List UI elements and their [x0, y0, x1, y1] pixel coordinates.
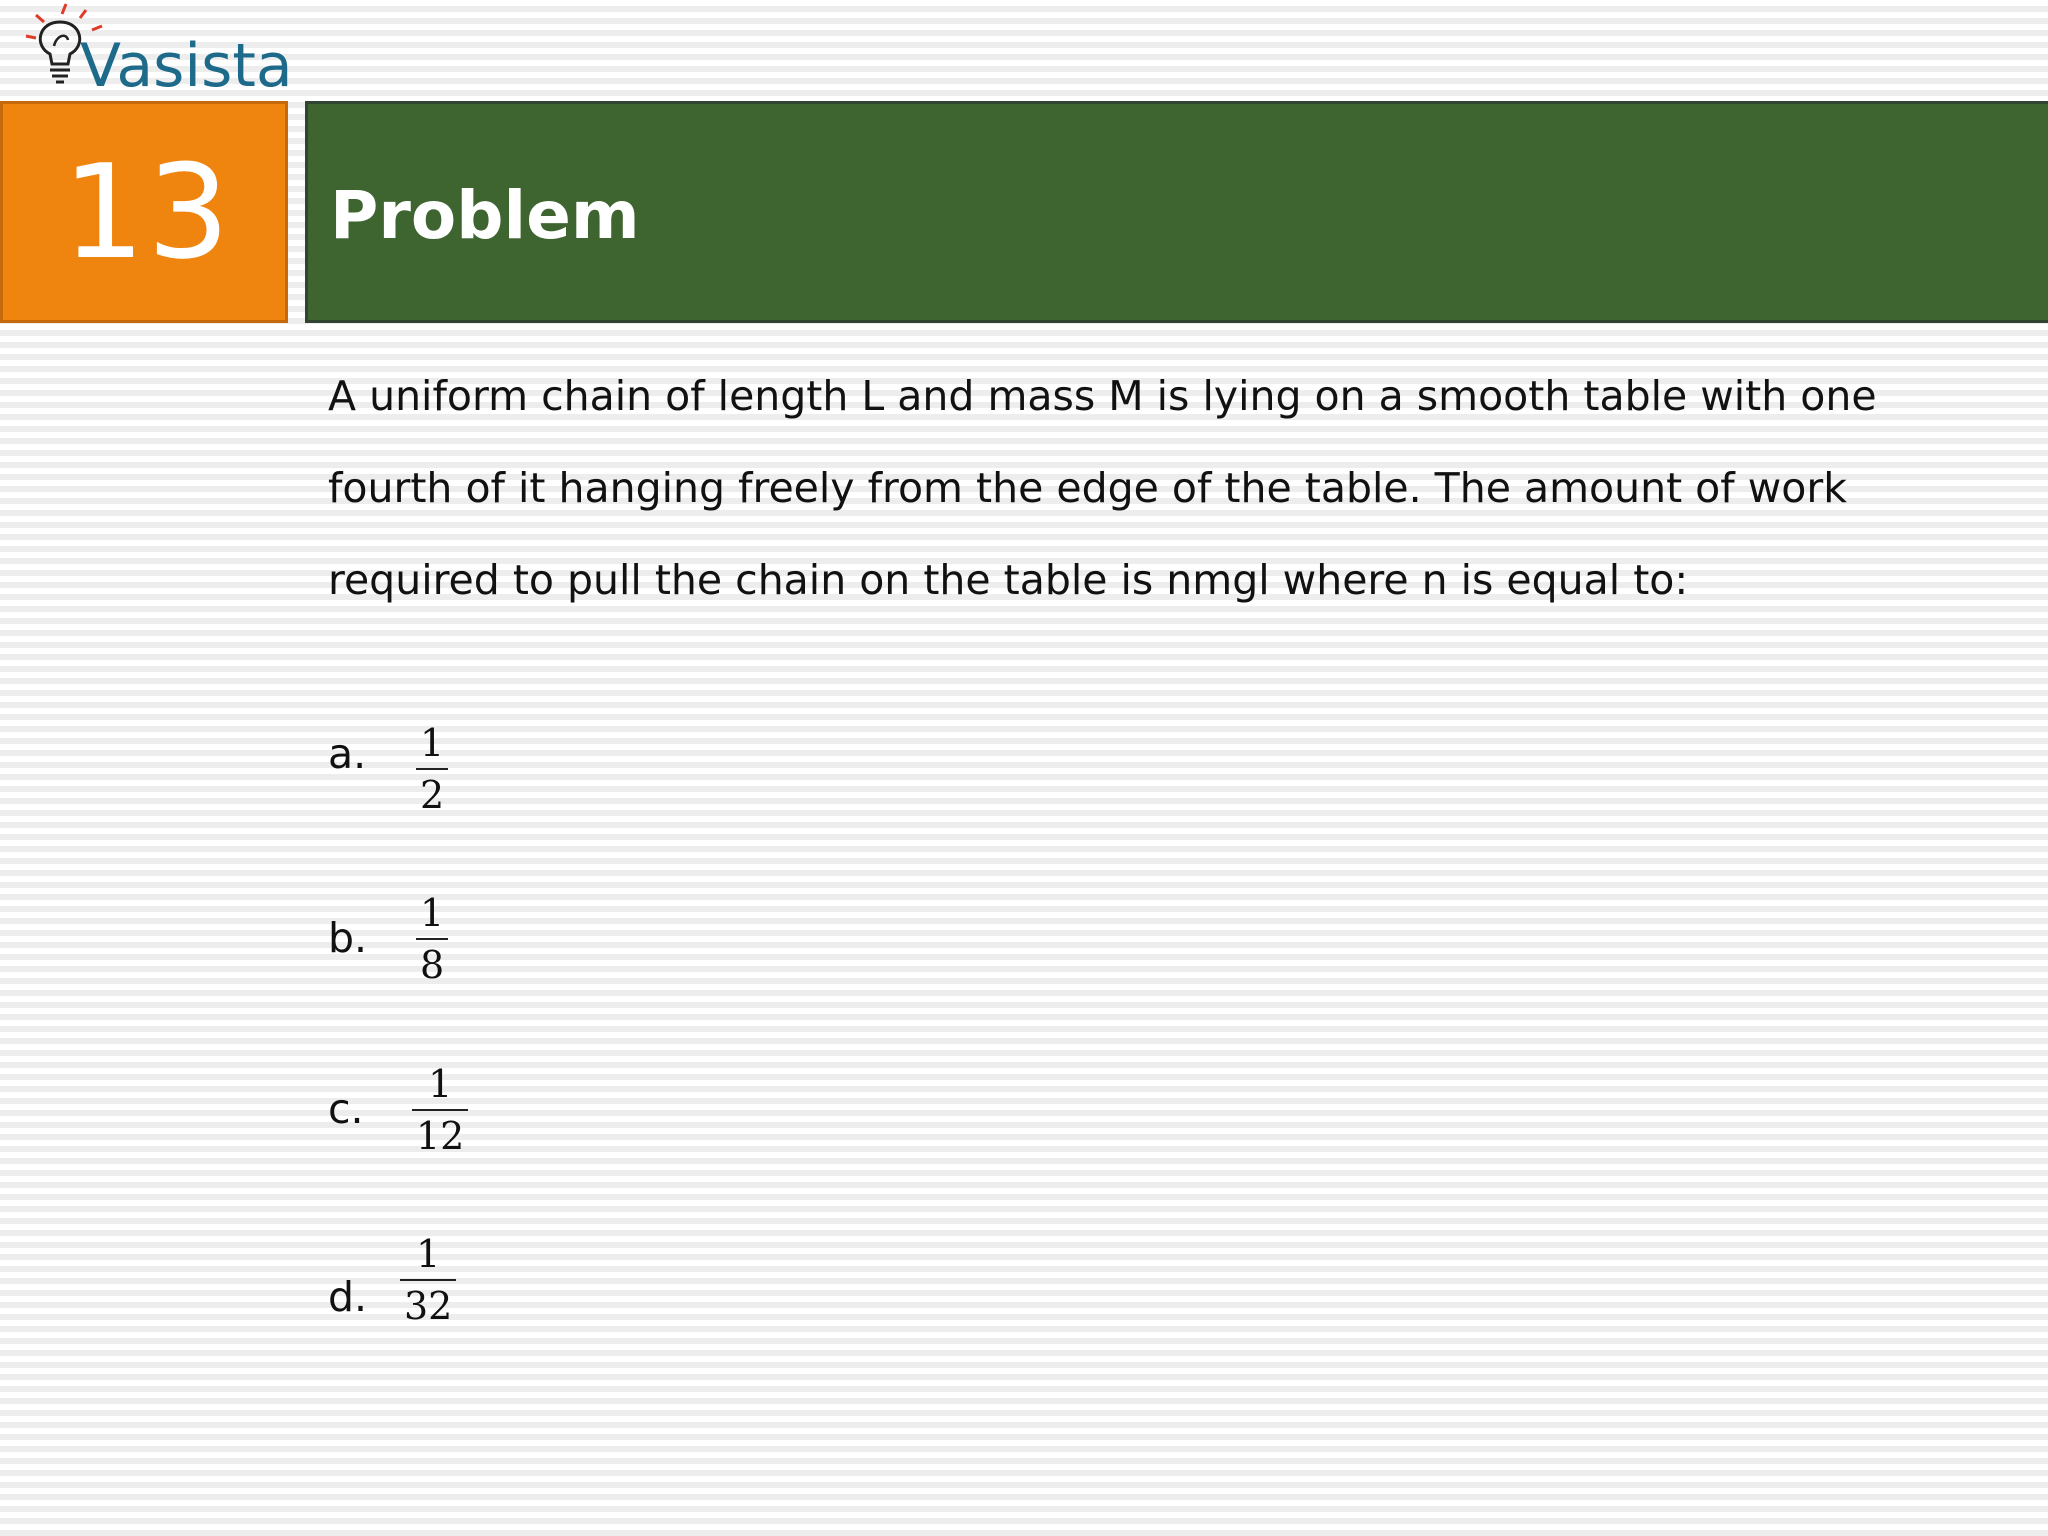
option-letter: b. [328, 914, 368, 962]
option-letter: a. [328, 730, 367, 778]
fraction-numerator: 1 [428, 1062, 453, 1106]
fraction-denominator: 12 [416, 1114, 465, 1158]
question-text [328, 350, 1968, 626]
fraction-numerator: 1 [420, 891, 445, 935]
fraction-numerator: 1 [420, 721, 445, 765]
slide-number: 13 [62, 136, 232, 288]
logo-text: Vasista [80, 31, 290, 98]
fraction-numerator: 1 [416, 1232, 441, 1276]
fraction-denominator: 8 [420, 943, 445, 987]
question-line: required to pull the chain on the table is nmgl where n is equal to: [328, 556, 1689, 604]
option-letter: c. [328, 1085, 364, 1133]
fraction [412, 1062, 468, 1158]
question-line: A uniform chain of length L and mass M is lying on a smooth table with one [328, 372, 1877, 420]
fraction-denominator: 2 [420, 773, 445, 817]
slide-number-box [0, 101, 288, 323]
option-letter: d. [328, 1273, 368, 1321]
fraction-denominator: 32 [404, 1284, 453, 1328]
slide-title: Problem [330, 176, 640, 254]
vasista-logo [20, 2, 290, 98]
title-bar [305, 101, 2048, 323]
option-c[interactable] [328, 1045, 628, 1205]
lightbulb-logo-icon [20, 2, 290, 98]
option-b[interactable] [328, 870, 628, 1030]
fraction [416, 721, 448, 817]
option-a[interactable] [328, 700, 628, 860]
question-line: fourth of it hanging freely from the edge of the table. The amount of work [328, 464, 1847, 512]
option-d[interactable] [328, 1215, 628, 1375]
fraction [416, 891, 448, 987]
fraction [400, 1232, 456, 1328]
